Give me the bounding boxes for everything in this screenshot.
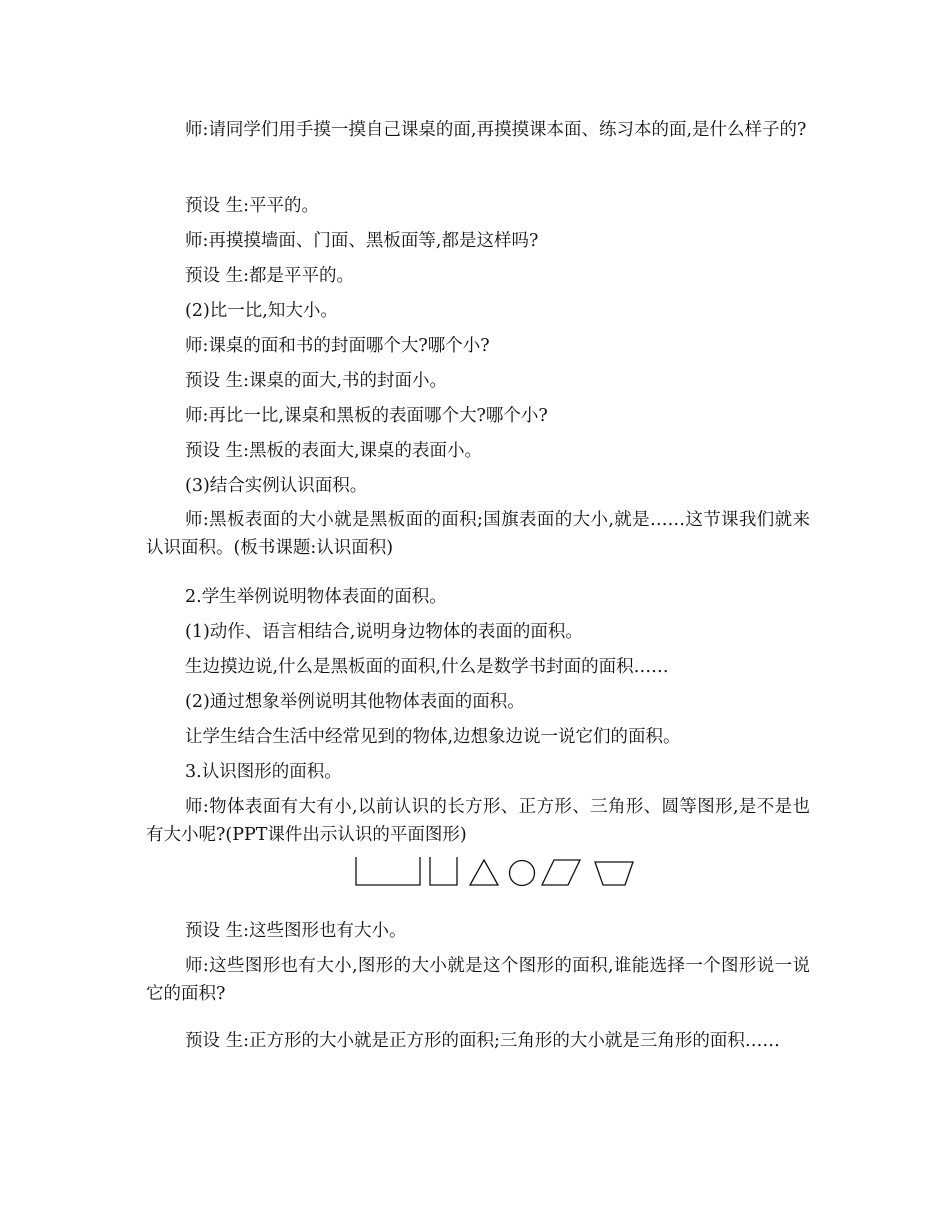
paragraph-choose-shape: 师:这些图形也有大小,图形的大小就是这个图形的面积,谁能选择一个图形说一说它的面积? (146, 956, 810, 1004)
paragraph-touch-desk: 师:请同学们用手摸一摸自己课桌的面,再摸摸课本面、练习本的面,是什么样子的? (185, 120, 807, 140)
paragraph-blackboard-area: 师:黑板表面的大小就是黑板面的面积;国旗表面的大小,就是……这节课我们就来认识面积。(板书课题:认识面积) (146, 510, 810, 558)
paragraph-touch-wall: 师:再摸摸墙面、门面、黑板面等,都是这样吗? (185, 231, 539, 251)
paragraph-desk-vs-book: 师:课桌的面和书的封面哪个大?哪个小? (185, 336, 490, 356)
paragraph-touch-and-say: 生边摸边说,什么是黑板面的面积,什么是数学书封面的面积…… (185, 657, 669, 677)
paragraph-action-language: (1)动作、语言相结合,说明身边物体的表面的面积。 (185, 622, 583, 642)
paragraph-shape-area-heading: 3.认识图形的面积。 (185, 762, 342, 782)
paragraph-student-examples-heading: 2.学生举例说明物体表面的面积。 (185, 587, 447, 607)
paragraph-desk-vs-blackboard: 师:再比一比,课桌和黑板的表面哪个大?哪个小? (185, 406, 548, 426)
paragraph-answer-flat: 预设 生:平平的。 (185, 196, 319, 216)
paragraph-answer-square-triangle: 预设 生:正方形的大小就是正方形的面积;三角形的大小就是三角形的面积…… (185, 1031, 780, 1051)
square-shape (430, 857, 457, 885)
triangle-shape (470, 860, 498, 885)
plane-shapes-figure (352, 855, 638, 891)
paragraph-area-examples-heading: (3)结合实例认识面积。 (185, 476, 368, 496)
paragraph-answer-all-flat: 预设 生:都是平平的。 (185, 266, 354, 286)
paragraph-answer-shapes-have-size: 预设 生:这些图形也有大小。 (185, 921, 407, 941)
paragraph-imagine-heading: (2)通过想象举例说明其他物体表面的面积。 (185, 692, 525, 712)
trapezoid-shape (595, 862, 633, 885)
parallelogram-shape (542, 860, 580, 885)
paragraph-shapes-question: 师:物体表面有大有小,以前认识的长方形、正方形、三角形、圆等图形,是不是也有大小呢?(PPT课件出示认识的平面图形) (146, 797, 810, 845)
paragraph-answer-desk-bigger: 预设 生:课桌的面大,书的封面小。 (185, 371, 448, 391)
paragraph-compare-heading: (2)比一比,知大小。 (185, 301, 338, 321)
circle-shape (510, 861, 535, 886)
paragraph-answer-blackboard-bigger: 预设 生:黑板的表面大,课桌的表面小。 (185, 441, 483, 461)
rectangle-shape (356, 857, 420, 885)
paragraph-imagine-objects: 让学生结合生活中经常见到的物体,边想象边说一说它们的面积。 (185, 727, 681, 747)
